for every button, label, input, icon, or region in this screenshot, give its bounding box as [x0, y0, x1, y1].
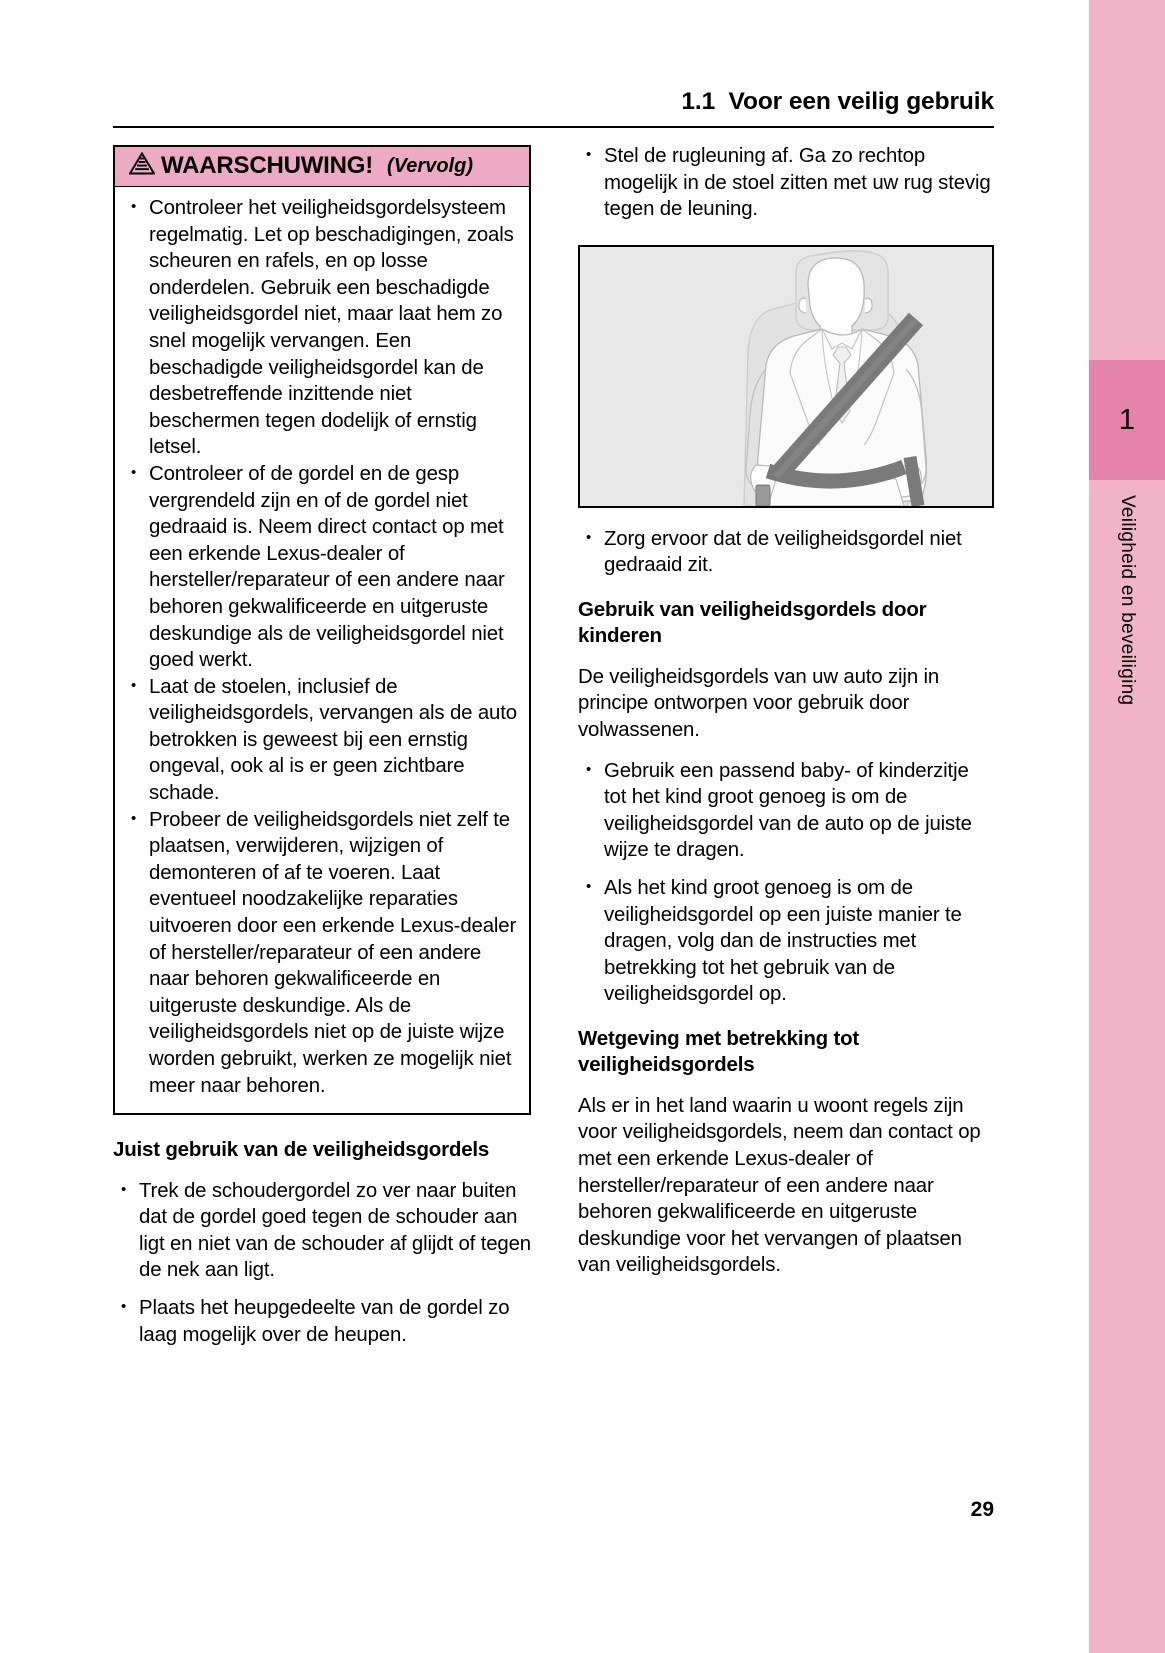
list-item: • Als het kind groot genoeg is om de veiligheidsgordel op een juiste manier te dragen, volg dan de instructies met betrekking tot het gebruik van de veiligheidsgordel op. [578, 875, 994, 1008]
page-header [113, 88, 994, 116]
posture-bullet-list [578, 143, 994, 223]
header-divider [113, 126, 994, 128]
list-item: • Laat de stoelen, inclusief de veiligheidsgordels, vervangen als de auto betrokken is geweest bij een ernstig ongeval, ook al is er geen zichtbare schade. [123, 674, 517, 807]
header-section-number: 1.1 [681, 88, 716, 115]
right-column [578, 143, 994, 1279]
left-column [113, 145, 531, 1348]
chapter-label-text: Veiligheid en beveiliging [1117, 495, 1138, 706]
warning-bullet-list [123, 195, 517, 1099]
warning-box-header [115, 147, 529, 187]
list-item: • Stel de rugleuning af. Ga zo rechtop mogelijk in de stoel zitten met uw rug stevig tegen de leuning. [578, 143, 994, 223]
chapter-label [1089, 495, 1165, 915]
seated-occupant-diagram [580, 247, 992, 506]
list-item: • Gebruik een passend baby- of kinderzitje tot het kind groot genoeg is om de veiligheidsgordel van de auto op de juiste wijze te dragen. [578, 758, 994, 864]
correct-use-bullet-list [113, 1178, 531, 1349]
list-item: • Zorg ervoor dat de veiligheidsgordel niet gedraaid zit. [578, 526, 994, 579]
warning-box [113, 145, 531, 1115]
children-intro-paragraph: De veiligheidsgordels van uw auto zijn in principe ontworpen voor gebruik door volwassenen. [578, 665, 940, 741]
chapter-number-badge: 1 [1089, 360, 1165, 480]
list-item: • Trek de schoudergordel zo ver naar buiten dat de gordel goed tegen de schouder aan ligt en niet van de schouder af glijdt of tegen de nek aan ligt. [113, 1178, 531, 1284]
subheading-correct-use: Juist gebruik van de veiligheidsgordels [113, 1138, 490, 1162]
warning-box-body [115, 187, 529, 1113]
warning-continued-label: (Vervolg) [387, 154, 473, 177]
legislation-paragraph: Als er in het land waarin u woont regels zijn voor veiligheidsgordels, neem dan contact op met een erkende Lexus-dealer of hersteller/reparateur of een andere naar behoren gekwalificeerde en uitgeruste deskundige voor het vervangen of plaatsen van veiligheidsgordels. [578, 1094, 981, 1277]
children-bullet-list [578, 758, 994, 1008]
side-tab-upper-band [1089, 0, 1165, 360]
subheading-legislation: Wetgeving met betrekking tot veiligheidsgordels [578, 1026, 860, 1077]
list-item: • Controleer of de gordel en de gesp vergrendeld zijn en of de gordel niet gedraaid is. Neem direct contact op met een erkende Lexus-dealer of hersteller/reparateur of een andere naar behoren gekwalificeerde en uitgeruste deskundige als de veiligheidsgordel niet goed werkt. [123, 461, 517, 674]
list-item: • Plaats het heupgedeelte van de gordel zo laag mogelijk over de heupen. [113, 1295, 531, 1348]
chapter-side-tab [1089, 0, 1165, 1653]
seatbelt-illustration [578, 245, 994, 508]
list-item: • Controleer het veiligheidsgordelsysteem regelmatig. Let op beschadigingen, zoals scheuren en rafels, en op losse onderdelen. Gebruik een beschadigde veiligheidsgordel niet, maar laat hem zo snel mogelijk vervangen. Een beschadigde veiligheidsgordel kan de desbetreffende inzittende niet beschermen tegen dodelijk of ernstig letsel. [123, 195, 517, 461]
subheading-children-use: Gebruik van veiligheidsgordels door kinderen [578, 597, 927, 648]
header-section-title: Voor een veilig gebruik [728, 88, 994, 115]
page-number: 29 [970, 1498, 994, 1521]
list-item: • Probeer de veiligheidsgordels niet zelf te plaatsen, verwijderen, wijzigen of demonteren of af te voeren. Laat eventueel noodzakelijke reparaties uitvoeren door een erkende Lexus-dealer of hersteller/reparateur of een andere naar behoren gekwalificeerde en uitgeruste deskundige. Als de veiligheidsgordels niet op de juiste wijze worden gebruikt, werken ze mogelijk niet meer naar behoren. [123, 807, 517, 1100]
warning-triangle-icon [129, 152, 155, 180]
warning-title: WAARSCHUWING! [161, 152, 374, 179]
belt-twist-bullet-list [578, 526, 994, 579]
